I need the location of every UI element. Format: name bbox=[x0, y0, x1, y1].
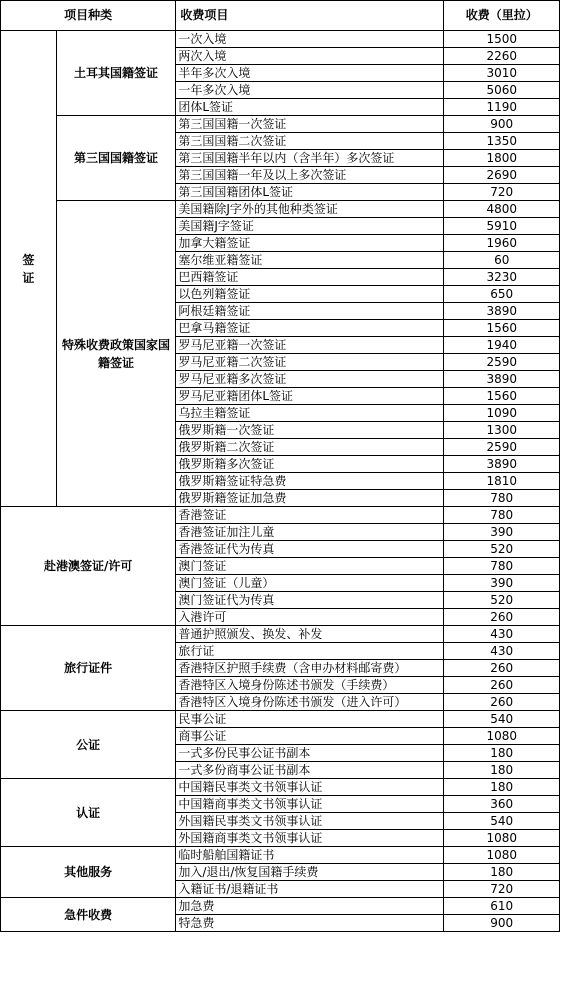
subcategory-label: 特殊收费政策国家国籍签证 bbox=[56, 201, 176, 507]
fee-item-name: 俄罗斯籍签证加急费 bbox=[176, 490, 444, 507]
fee-item-name: 团体L签证 bbox=[176, 99, 444, 116]
fee-item-name: 俄罗斯籍签证特急费 bbox=[176, 473, 444, 490]
fee-amount: 60 bbox=[444, 252, 560, 269]
table-row bbox=[1, 626, 560, 643]
table-row bbox=[1, 31, 560, 48]
subcategory-label: 土耳其国籍签证 bbox=[56, 31, 176, 116]
fee-amount: 390 bbox=[444, 524, 560, 541]
fee-item-name: 一次入境 bbox=[176, 31, 444, 48]
category-visa-label-bottom: 证 bbox=[22, 270, 35, 285]
fee-amount: 3890 bbox=[444, 456, 560, 473]
fee-item-name: 一式多份商事公证书副本 bbox=[176, 762, 444, 779]
fee-item-name: 香港特区入境身份陈述书颁发（进入许可） bbox=[176, 694, 444, 711]
fee-item-name: 俄罗斯籍多次签证 bbox=[176, 456, 444, 473]
fee-item-name: 民事公证 bbox=[176, 711, 444, 728]
fee-item-name: 临时船舶国籍证书 bbox=[176, 847, 444, 864]
fee-item-name: 第三国国籍二次签证 bbox=[176, 133, 444, 150]
fee-amount: 180 bbox=[444, 762, 560, 779]
fee-amount: 2690 bbox=[444, 167, 560, 184]
fee-item-name: 罗马尼亚籍多次签证 bbox=[176, 371, 444, 388]
fee-item-name: 塞尔维亚籍签证 bbox=[176, 252, 444, 269]
fee-item-name: 澳门签证代为传真 bbox=[176, 592, 444, 609]
category-visa-label-top: 签 bbox=[22, 252, 35, 267]
fee-item-name: 普通护照颁发、换发、补发 bbox=[176, 626, 444, 643]
fee-amount: 180 bbox=[444, 779, 560, 796]
fee-item-name: 外国籍商事类文书领事认证 bbox=[176, 830, 444, 847]
fee-amount: 1350 bbox=[444, 133, 560, 150]
fee-amount: 1300 bbox=[444, 422, 560, 439]
fee-amount: 2260 bbox=[444, 48, 560, 65]
fee-amount: 1960 bbox=[444, 235, 560, 252]
fee-item-name: 中国籍民事类文书领事认证 bbox=[176, 779, 444, 796]
header-row bbox=[1, 1, 560, 31]
fee-amount: 5060 bbox=[444, 82, 560, 99]
fee-amount: 720 bbox=[444, 184, 560, 201]
fee-amount: 2590 bbox=[444, 354, 560, 371]
fee-item-name: 旅行证 bbox=[176, 643, 444, 660]
fee-item-name: 阿根廷籍签证 bbox=[176, 303, 444, 320]
fee-amount: 1560 bbox=[444, 388, 560, 405]
header-fee: 收费（里拉） bbox=[444, 1, 560, 31]
fee-amount: 1560 bbox=[444, 320, 560, 337]
fee-item-name: 商事公证 bbox=[176, 728, 444, 745]
fee-amount: 360 bbox=[444, 796, 560, 813]
fee-amount: 3890 bbox=[444, 371, 560, 388]
fee-item-name: 罗马尼亚籍一次签证 bbox=[176, 337, 444, 354]
fee-amount: 3890 bbox=[444, 303, 560, 320]
fee-item-name: 俄罗斯籍二次签证 bbox=[176, 439, 444, 456]
fee-item-name: 香港签证加注儿童 bbox=[176, 524, 444, 541]
fee-item-name: 澳门签证（儿童） bbox=[176, 575, 444, 592]
fee-item-name: 罗马尼亚籍团体L签证 bbox=[176, 388, 444, 405]
fee-amount: 900 bbox=[444, 915, 560, 932]
fee-item-name: 香港特区入境身份陈述书颁发（手续费） bbox=[176, 677, 444, 694]
fee-amount: 430 bbox=[444, 643, 560, 660]
fee-amount: 780 bbox=[444, 507, 560, 524]
fee-amount: 180 bbox=[444, 745, 560, 762]
category-label: 急件收费 bbox=[1, 898, 176, 932]
fee-item-name: 巴拿马籍签证 bbox=[176, 320, 444, 337]
fee-amount: 430 bbox=[444, 626, 560, 643]
subcategory-label: 第三国国籍签证 bbox=[56, 116, 176, 201]
fee-item-name: 第三国国籍团体L签证 bbox=[176, 184, 444, 201]
table-row bbox=[1, 201, 560, 218]
fee-amount: 390 bbox=[444, 575, 560, 592]
fee-item-name: 俄罗斯籍一次签证 bbox=[176, 422, 444, 439]
category-label: 公证 bbox=[1, 711, 176, 779]
fee-item-name: 香港签证 bbox=[176, 507, 444, 524]
table-row bbox=[1, 116, 560, 133]
fee-item-name: 一式多份民事公证书副本 bbox=[176, 745, 444, 762]
fee-item-name: 香港特区护照手续费（含申办材料邮寄费） bbox=[176, 660, 444, 677]
fee-amount: 1190 bbox=[444, 99, 560, 116]
fee-item-name: 中国籍商事类文书领事认证 bbox=[176, 796, 444, 813]
category-label: 赴港澳签证/许可 bbox=[1, 507, 176, 626]
fee-amount: 1080 bbox=[444, 728, 560, 745]
fee-amount: 1940 bbox=[444, 337, 560, 354]
fee-amount: 520 bbox=[444, 541, 560, 558]
fee-amount: 780 bbox=[444, 558, 560, 575]
fee-item-name: 第三国国籍半年以内（含半年）多次签证 bbox=[176, 150, 444, 167]
fee-amount: 1080 bbox=[444, 847, 560, 864]
fee-amount: 610 bbox=[444, 898, 560, 915]
fee-item-name: 以色列籍签证 bbox=[176, 286, 444, 303]
fee-amount: 260 bbox=[444, 694, 560, 711]
fee-amount: 1500 bbox=[444, 31, 560, 48]
category-visa bbox=[1, 31, 57, 507]
fee-amount: 520 bbox=[444, 592, 560, 609]
fee-amount: 260 bbox=[444, 677, 560, 694]
fee-item-name: 澳门签证 bbox=[176, 558, 444, 575]
fee-amount: 4800 bbox=[444, 201, 560, 218]
table-body bbox=[1, 31, 560, 932]
table-row bbox=[1, 847, 560, 864]
fee-amount: 260 bbox=[444, 609, 560, 626]
category-label: 认证 bbox=[1, 779, 176, 847]
fee-amount: 5910 bbox=[444, 218, 560, 235]
header-item: 收费项目 bbox=[176, 1, 444, 31]
fee-item-name: 加入/退出/恢复国籍手续费 bbox=[176, 864, 444, 881]
fee-amount: 720 bbox=[444, 881, 560, 898]
fee-amount: 780 bbox=[444, 490, 560, 507]
fee-item-name: 半年多次入境 bbox=[176, 65, 444, 82]
fee-item-name: 加急费 bbox=[176, 898, 444, 915]
table-row bbox=[1, 507, 560, 524]
category-label: 其他服务 bbox=[1, 847, 176, 898]
table-row bbox=[1, 779, 560, 796]
fee-item-name: 第三国国籍一年及以上多次签证 bbox=[176, 167, 444, 184]
fee-item-name: 乌拉圭籍签证 bbox=[176, 405, 444, 422]
fee-amount: 900 bbox=[444, 116, 560, 133]
fee-item-name: 第三国国籍一次签证 bbox=[176, 116, 444, 133]
fee-item-name: 一年多次入境 bbox=[176, 82, 444, 99]
header-category: 项目种类 bbox=[1, 1, 176, 31]
table-row bbox=[1, 711, 560, 728]
fee-amount: 1090 bbox=[444, 405, 560, 422]
fee-item-name: 巴西籍签证 bbox=[176, 269, 444, 286]
fee-item-name: 入籍证书/退籍证书 bbox=[176, 881, 444, 898]
fee-amount: 1810 bbox=[444, 473, 560, 490]
fee-amount: 260 bbox=[444, 660, 560, 677]
category-label: 旅行证件 bbox=[1, 626, 176, 711]
fee-amount: 540 bbox=[444, 711, 560, 728]
fee-amount: 1080 bbox=[444, 830, 560, 847]
fee-amount: 180 bbox=[444, 864, 560, 881]
fee-item-name: 美国籍除J字外的其他种类签证 bbox=[176, 201, 444, 218]
fee-item-name: 香港签证代为传真 bbox=[176, 541, 444, 558]
fee-item-name: 美国籍J字签证 bbox=[176, 218, 444, 235]
fee-item-name: 两次入境 bbox=[176, 48, 444, 65]
fee-item-name: 外国籍民事类文书领事认证 bbox=[176, 813, 444, 830]
fee-amount: 2590 bbox=[444, 439, 560, 456]
table-row bbox=[1, 898, 560, 915]
fee-amount: 3010 bbox=[444, 65, 560, 82]
fee-amount: 1800 bbox=[444, 150, 560, 167]
fee-amount: 3230 bbox=[444, 269, 560, 286]
fee-item-name: 罗马尼亚籍二次签证 bbox=[176, 354, 444, 371]
fee-item-name: 特急费 bbox=[176, 915, 444, 932]
fee-item-name: 加拿大籍签证 bbox=[176, 235, 444, 252]
fee-amount: 650 bbox=[444, 286, 560, 303]
fee-item-name: 入港许可 bbox=[176, 609, 444, 626]
fee-amount: 540 bbox=[444, 813, 560, 830]
